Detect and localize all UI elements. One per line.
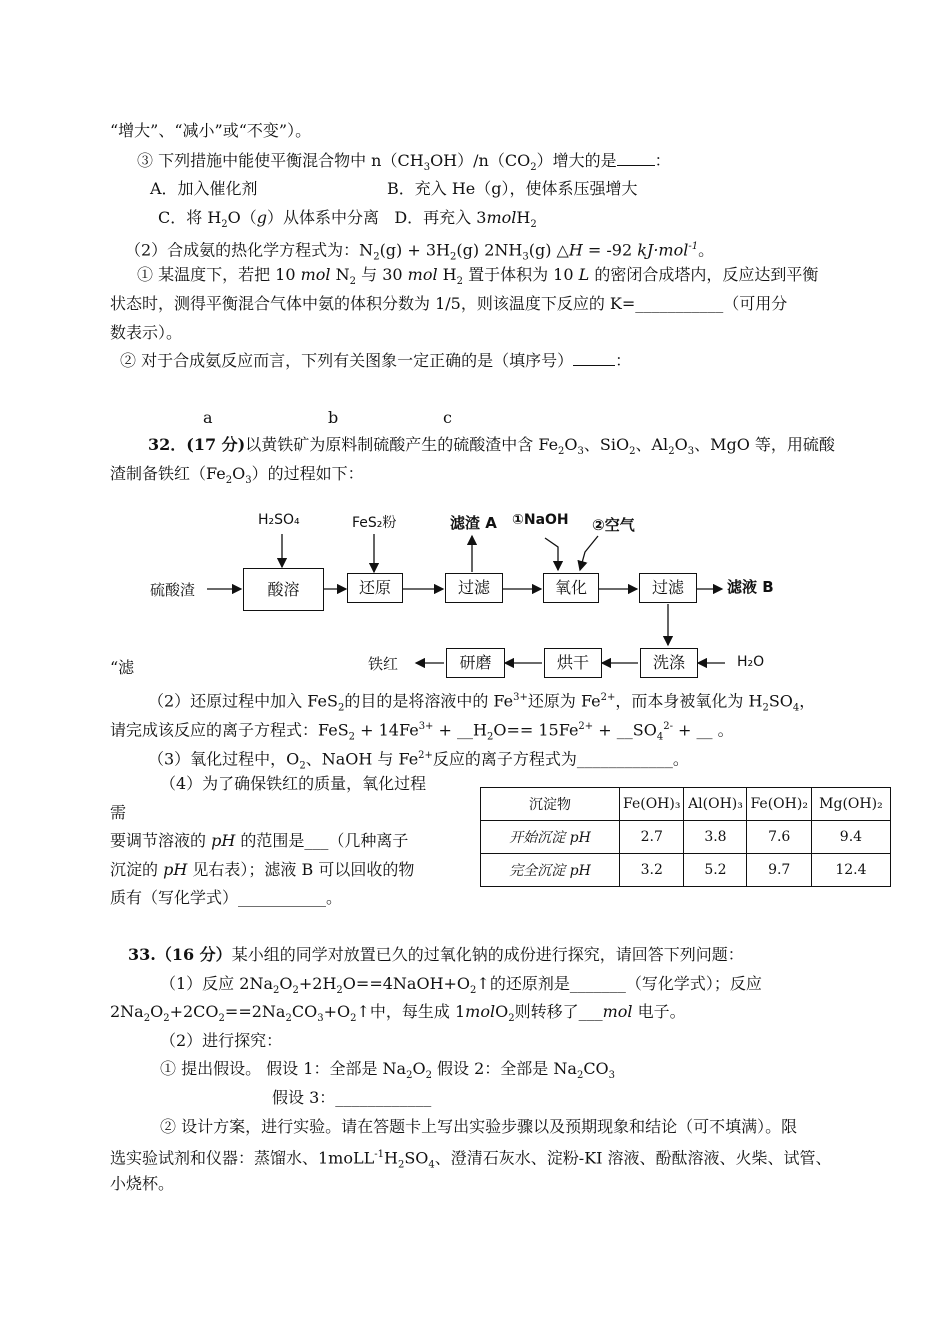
text-line: $2Na_2O_2+2CO_2==2Na_2CO_3+O_2↑$中，每生成 1molO$_2$则转移了___mol 电子。 xyxy=(110,1002,686,1025)
text-line: （2）进行探究： xyxy=(160,1031,283,1050)
table-cell: 3.8 xyxy=(684,821,747,854)
table-row-label: 开始沉淀 pH xyxy=(481,821,620,854)
text-line: ② 设计方案，进行实验。请在答题卡上写出实验步骤以及预期现象和结论（可不填满）。限 xyxy=(160,1117,798,1136)
flow-reagent-air: ②空气 xyxy=(592,516,635,534)
table-header-cell: Mg(OH)₂ xyxy=(811,788,890,821)
flow-step-acid-dissolve: 酸溶 xyxy=(243,568,324,611)
table-header-cell: Al(OH)₃ xyxy=(684,788,747,821)
flow-reagent-h2so4: H₂SO₄ xyxy=(258,512,300,528)
graph-label-b: b xyxy=(328,408,339,427)
question-33-heading: 33.（16 分）某小组的同学对放置已久的过氧化钠的成份进行探究，请回答下列问题： xyxy=(128,945,744,964)
text-line: 数表示）。 xyxy=(110,323,183,342)
text-line: （3）氧化过程中，$O_2$、NaOH 与 $Fe^{2+}$反应的离子方程式为____________。 xyxy=(148,749,689,772)
graph-label-c: c xyxy=(443,408,452,427)
flow-step-oxidize: 氧化 xyxy=(543,573,599,603)
text-line: 选实验试剂和仪器：蒸馏水、$1moLL^{-1}H_2SO_4$、澄清石灰水、淀粉-KI 溶液、酚酞溶液、火柴、试管、 xyxy=(110,1148,832,1171)
text-line: ③ 下列措施中能使平衡混合物中 $n(CH_3OH)/n(CO_2)$增大的是 ： xyxy=(137,151,671,174)
graph-label-a: a xyxy=(203,408,213,427)
option-c-d: C．将 $H_2O(g)$从体系中分离 D．再充入 3molH$_2$ xyxy=(158,208,537,231)
text-line: “增大”、“减小”或“不变”）。 xyxy=(110,121,312,140)
text-line: 要调节溶液的 pH 的范围是___（几种离子 xyxy=(110,831,409,850)
flow-reagent-fes2: FeS₂粉 xyxy=(352,515,397,531)
text-fragment: “滤 xyxy=(110,658,135,677)
text-line: （2）还原过程中加入 FeS$_2$的目的是将溶液中的 $Fe^{3+}$还原为 $Fe^{2+}$，而本身被氧化为 $H_2SO_4$， xyxy=(148,691,816,714)
flow-step-wash: 洗涤 xyxy=(640,648,698,678)
text-line: 需 xyxy=(110,803,127,822)
text-line: 质有（写化学式）___________。 xyxy=(110,888,343,907)
precipitation-ph-table xyxy=(480,787,891,887)
flow-step-filter-2: 过滤 xyxy=(639,573,697,603)
flow-reagent-water: H₂O xyxy=(737,654,765,670)
text-line: 假设 3：____________ xyxy=(272,1088,432,1107)
flow-reagent-naoh: ①NaOH xyxy=(512,512,569,528)
text-line: 请完成该反应的离子方程式：$FeS_2 + 14Fe^{3+}$ + $\_\_H_2O== 15Fe^{2+}$ + $\_\_SO_4^{2-}$ + __ 。 xyxy=(110,720,734,743)
table-cell: 12.4 xyxy=(811,854,890,887)
text-line: 渣制备铁红$(Fe_2O_3)$的过程如下： xyxy=(110,464,364,487)
text-line: （1）反应 $2Na_2O_2+2H_2O==4NaOH+O_2↑$的还原剂是_______（写化学式）；反应 xyxy=(160,974,762,997)
flow-input-label: 硫酸渣 xyxy=(150,581,196,599)
table-row xyxy=(481,854,891,887)
flow-step-filter-1: 过滤 xyxy=(445,573,503,603)
text-line: 小烧杯。 xyxy=(110,1174,175,1193)
table-header-cell: Fe(OH)₂ xyxy=(747,788,811,821)
flow-step-dry: 烘干 xyxy=(544,648,602,678)
text-line: 沉淀的 pH 见右表）；滤液 B 可以回收的物 xyxy=(110,860,415,879)
text-line: （2）合成氨的热化学方程式为：$N_2(g) + 3H_2(g)$ $2NH_3(g)$ △H = -92 kJ·mol$^{-1}$。 xyxy=(125,240,715,263)
flow-step-reduce: 还原 xyxy=(347,573,403,603)
table-cell: 5.2 xyxy=(684,854,747,887)
text-line: ① 提出假设。 假设 1：全部是 $Na_2O_2$ 假设 2：全部是 $Na_2CO_3$ xyxy=(160,1059,616,1082)
flow-filtrate-b: 滤液 B xyxy=(727,578,774,596)
table-cell: 9.7 xyxy=(747,854,811,887)
table-cell: 7.6 xyxy=(747,821,811,854)
question-32-heading: 32．(17 分)以黄铁矿为原料制硫酸产生的硫酸渣中含 $Fe_2O_3$、SiO$_2$、$Al_2O_3$、MgO 等，用硫酸 xyxy=(148,435,835,458)
table-cell: 2.7 xyxy=(620,821,684,854)
flow-residue-a: 滤渣 A xyxy=(450,514,497,532)
table-row xyxy=(481,821,891,854)
flow-step-grind: 研磨 xyxy=(446,648,505,678)
flow-output-label: 铁红 xyxy=(368,655,399,673)
table-header-cell: Fe(OH)₃ xyxy=(620,788,684,821)
text-line: ① 某温度下，若把 10 mol $N_2$ 与 30 mol $H_2$ 置于体积为 10 L 的密闭合成塔内，反应达到平衡 xyxy=(137,265,819,288)
table-cell: 3.2 xyxy=(620,854,684,887)
text-line: （4）为了确保铁红的质量，氧化过程 xyxy=(160,774,427,793)
option-b: B．充入 He（g），使体系压强增大 xyxy=(387,179,638,198)
table-cell: 9.4 xyxy=(811,821,890,854)
table-row-label: 完全沉淀 pH xyxy=(481,854,620,887)
text-line: 状态时，测得平衡混合气体中氨的体积分数为 1/5，则该温度下反应的 K=___________（可用分 xyxy=(110,294,788,313)
table-header-cell: 沉淀物 xyxy=(481,788,620,821)
table-header-row xyxy=(481,788,891,821)
option-a: A．加入催化剂 xyxy=(150,179,258,198)
text-line: ② 对于合成氨反应而言，下列有关图象一定正确的是（填序号） ： xyxy=(120,351,632,370)
